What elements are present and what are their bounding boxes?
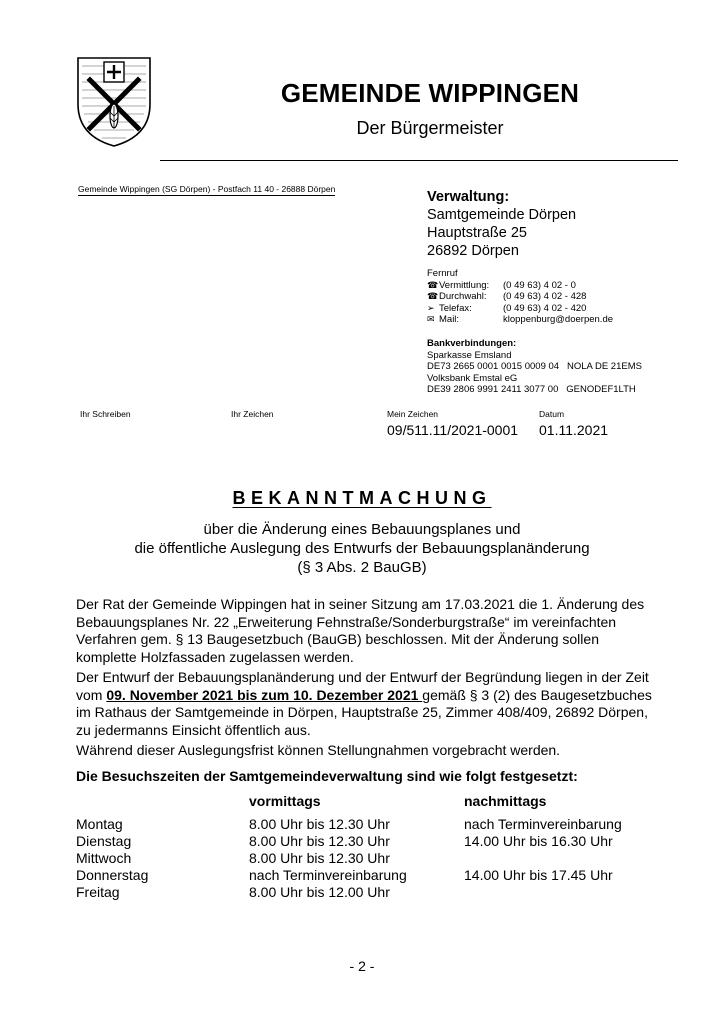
contact-block: [427, 268, 613, 326]
administration-line: Hauptstraße 25: [427, 225, 527, 241]
bank-line: DE39 2806 9991 2411 3077 00 GENODEF1LTH: [427, 384, 636, 395]
office-hours-morning: nach Terminvereinbarung: [249, 867, 407, 883]
paragraph-line: Der Rat der Gemeinde Wippingen hat in seiner Sitzung am 17.03.2021 die 1. Änderung des: [76, 596, 645, 612]
office-hours-morning: 8.00 Uhr bis 12.30 Uhr: [249, 850, 390, 866]
office-hours-title: Die Besuchszeiten der Samtgemeindeverwaltung sind wie folgt festgesetzt:: [76, 768, 578, 784]
office-hours-day: Freitag: [76, 884, 120, 900]
notice-subheading-line: die öffentliche Auslegung des Entwurfs der Bebauungsplanänderung: [134, 540, 590, 557]
fax-icon: ➢: [427, 302, 435, 313]
office-hours-afternoon: nach Terminvereinbarung: [464, 816, 622, 832]
bank-line: DE73 2665 0001 0015 0009 04 NOLA DE 21EMS: [427, 361, 642, 372]
page-number: - 2 -: [349, 958, 375, 974]
office-hours-afternoon: 14.00 Uhr bis 16.30 Uhr: [464, 833, 613, 849]
page-subtitle: Der Bürgermeister: [356, 118, 504, 138]
paragraph-statements: Während dieser Auslegungsfrist können Stellungnahmen vorgebracht werden.: [76, 742, 561, 758]
phone-icon: ☎: [427, 291, 439, 301]
ref-your-letter-label: Ihr Schreiben: [80, 409, 131, 419]
notice-subheading-line: (§ 3 Abs. 2 BauGB): [297, 559, 427, 576]
paragraph-line: zu jedermanns Einsicht öffentlich aus.: [76, 721, 311, 738]
paragraph-text: vom: [76, 686, 107, 703]
contact-label: Telefax:: [439, 302, 472, 314]
ref-date-value: 01.11.2021: [539, 422, 609, 438]
paragraph-line: im Rathaus der Samtgemeinde in Dörpen, Hauptstraße 25, Zimmer 408/409, 26892 Dörpen,: [76, 704, 648, 720]
ref-your-sign-label: Ihr Zeichen: [231, 409, 274, 419]
bank-block: [427, 338, 642, 396]
contact-label: Vermittlung:: [439, 279, 490, 291]
contact-label: Durchwahl:: [439, 291, 487, 302]
office-hours-day: Montag: [76, 816, 123, 832]
office-hours-col-morning: vormittags: [249, 793, 321, 809]
contact-row: [427, 314, 613, 326]
mail-icon: ✉: [427, 314, 435, 324]
administration-line: 26892 Dörpen: [427, 243, 519, 259]
contact-value: kloppenburg@doerpen.de: [503, 314, 614, 325]
paragraph-line: Der Entwurf der Bebauungsplanänderung und der Entwurf der Begründung liegen in der Zeit: [76, 669, 649, 685]
paragraph-decision: [76, 596, 656, 666]
bank-line: Sparkasse Emsland: [427, 349, 512, 361]
ref-date-label: Datum: [539, 409, 565, 419]
phone-icon: ☎: [427, 279, 439, 290]
office-hours-morning: 8.00 Uhr bis 12.30 Uhr: [249, 833, 390, 849]
paragraph-line: komplette Holzfassaden zugelassen werden.: [76, 648, 354, 665]
municipal-crest-logo: [76, 56, 152, 148]
contact-label: Mail:: [439, 314, 460, 325]
ref-my-sign-value: 09/511.11/2021-0001: [387, 422, 519, 438]
administration-block: [427, 188, 576, 260]
notice-subheading-line: über die Änderung eines Bebauungsplanes und: [203, 521, 521, 538]
page-title: GEMEINDE WIPPINGEN: [280, 78, 580, 108]
contact-row: [427, 280, 613, 292]
contact-value: (0 49 63) 4 02 - 0: [503, 279, 576, 291]
administration-heading: Verwaltung:: [427, 189, 510, 205]
paragraph-line: Verfahren gem. § 13 Baugesetzbuch (BauGB) beschlossen. Mit der Änderung sollen: [76, 631, 599, 647]
ref-my-sign-label: Mein Zeichen: [387, 409, 439, 419]
bank-line: Volksbank Emstal eG: [427, 372, 518, 384]
contact-value: (0 49 63) 4 02 - 428: [503, 291, 587, 302]
office-hours-day: Mittwoch: [76, 850, 132, 866]
notice-heading: [0, 488, 724, 509]
office-hours-morning: 8.00 Uhr bis 12.30 Uhr: [249, 816, 390, 832]
office-hours-day: Donnerstag: [76, 867, 149, 883]
office-hours-morning: 8.00 Uhr bis 12.00 Uhr: [249, 884, 390, 900]
contact-heading: Fernruf: [427, 268, 458, 279]
notice-subheading: [0, 520, 724, 577]
sender-address-line: Gemeinde Wippingen (SG Dörpen) - Postfach 11 40 - 26888 Dörpen: [78, 184, 336, 194]
notice-heading-text: BEKANNTMACHUNG: [232, 488, 492, 508]
paragraph-text: gemäß § 3 (2) des Baugesetzbuches: [422, 686, 652, 703]
office-hours-afternoon: 14.00 Uhr bis 17.45 Uhr: [464, 867, 613, 883]
paragraph-display: [76, 669, 656, 739]
office-hours-day: Dienstag: [76, 833, 132, 849]
contact-row: [427, 303, 613, 315]
administration-line: Samtgemeinde Dörpen: [427, 207, 577, 223]
bank-heading: Bankverbindungen:: [427, 338, 517, 349]
header-divider: [160, 160, 678, 161]
paragraph-line: [76, 687, 656, 705]
contact-value: (0 49 63) 4 02 - 420: [503, 302, 587, 314]
contact-row: [427, 291, 613, 303]
display-period: 09. November 2021 bis zum 10. Dezember 2021: [106, 686, 423, 703]
office-hours-col-afternoon: nachmittags: [464, 793, 547, 809]
paragraph-line: Bebauungsplanes Nr. 22 „Erweiterung Fehnstraße/Sonderburgstraße“ im vereinfachten: [76, 613, 617, 630]
